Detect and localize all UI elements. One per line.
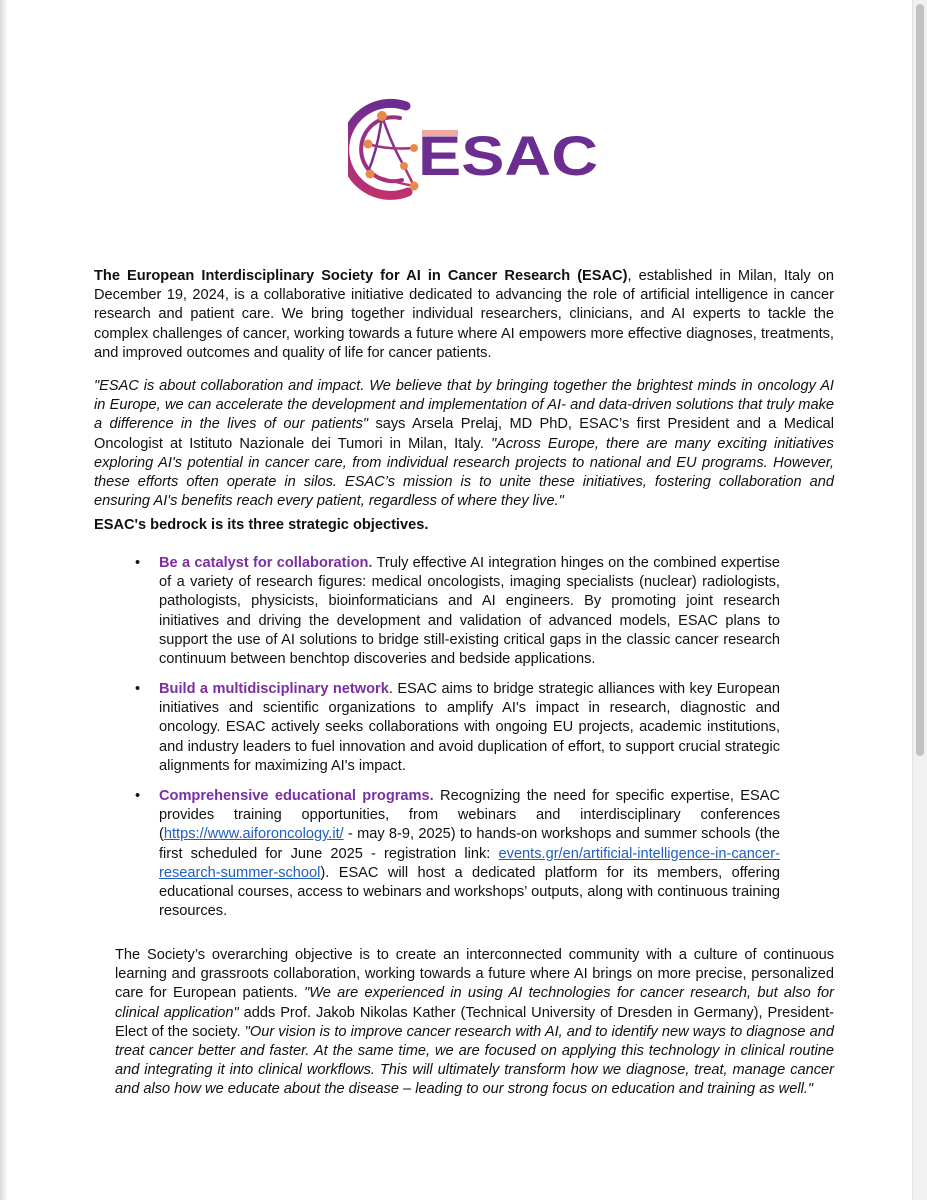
objective-network bbox=[159, 680, 780, 776]
summer-school-link[interactable]: events.gr/en/artificial-intelligence-in-cancer-research-summer-school bbox=[159, 845, 780, 881]
closing-quote-2: "Our vision is to improve cancer research with AI, and to identify new ways to diagnose and treat cancer better and faster. At the same time, we are focused on applying this technology in clinical routine and integrating it into clinical workflows. This will ultimately transform how we diagnose, treat, manage cancer and also how we educate about the disease – leading to our strong focus on education and training as well." bbox=[115, 1023, 834, 1098]
objective-body: ). ESAC will host a dedicated platform for its members, offering educational courses, access to webinars and workshops’ outputs, along with continuous training resources. bbox=[159, 864, 780, 920]
aiforoncology-link[interactable]: https://www.aiforoncology.it/ bbox=[163, 826, 344, 843]
bullet-icon: • bbox=[135, 555, 141, 571]
bullet-icon: • bbox=[135, 788, 141, 804]
objective-body: Recognizing the need for specific expertise, ESAC provides training opportunities, from webinars and interdisciplinary conferences ( bbox=[159, 788, 781, 843]
page-edge-shadow bbox=[0, 0, 8, 1200]
esac-logo bbox=[348, 96, 604, 200]
objective-title: Build a multidisciplinary network bbox=[159, 681, 389, 697]
objective-collaboration bbox=[159, 554, 780, 669]
president-quote-paragraph bbox=[94, 377, 834, 511]
intro-text: , established in Milan, Italy on December 19, 2024, is a collaborative initiative dedicated to advancing the role of artificial intelligence in cancer research and patient care. We bring together individual researchers, clinicians, and AI experts to tackle the complex challenges of cancer, working towards a future where AI empowers more effective diagnoses, treatments, and improved outcomes and quality of life for cancer patients. bbox=[94, 268, 834, 361]
objective-title: Comprehensive educational programs. bbox=[159, 788, 434, 804]
logo-text: ESAC bbox=[418, 124, 598, 187]
objectives-heading: ESAC's bedrock is its three strategic objectives. bbox=[94, 517, 429, 533]
closing-paragraph bbox=[115, 946, 834, 1100]
intro-paragraph bbox=[94, 267, 834, 363]
scrollbar-track[interactable] bbox=[912, 0, 927, 1200]
closing-text-1: The Society’s overarching objective is to create an interconnected community with a culture of continuous learning and grassroots collaboration, working towards a future where AI brings on more precise, personalized care for European patients. bbox=[115, 947, 834, 1002]
scrollbar-thumb[interactable] bbox=[916, 4, 924, 756]
objective-body: Truly effective AI integration hinges on the combined expertise of a variety of research figures: medical oncologists, imaging specialists (nuclear) radiologists, pathologists, physicists, bioinformaticians and AI engineers. By promoting joint research initiatives and driving the development and validation of advanced models, ESAC plans to support the use of AI solutions to bridge still-existing critical gaps in the classic cancer research continuum between benchtop discoveries and bedside applications. bbox=[159, 555, 780, 668]
quote-attribution: says Arsela Prelaj, MD PhD, ESAC’s first President and a Medical Oncologist at Istituto Nazionale dei Tumori in Milan, Italy. bbox=[94, 416, 834, 452]
quote-part-2: "Across Europe, there are many exciting initiatives exploring AI's potential in cancer care, from individual research projects to national and EU programs. However, these efforts often operate in silos. ESAC’s mission is to unite these initiatives, fostering collaboration and ensuring AI's benefits reach every patient, regardless of where they live." bbox=[94, 435, 834, 510]
objective-title: Be a catalyst for collaboration. bbox=[159, 555, 373, 571]
closing-quote-1: "We are experienced in using AI technologies for cancer research, but also for clinical application" bbox=[115, 985, 834, 1021]
closing-text-2: adds Prof. Jakob Nikolas Kather (Technical University of Dresden in Germany), President-Elect of the society. bbox=[115, 1004, 834, 1040]
network-emblem-icon bbox=[348, 103, 419, 195]
objective-body: . ESAC aims to bridge strategic alliances with key European initiatives and scientific organizations to amplify AI's impact in research, diagnostic and oncology. ESAC actively seeks collaborations with ongoing EU projects, academic institutions, and industry leaders to fuel innovation and avoid duplication of effort, to support crucial strategic alignments for maximizing AI's impact. bbox=[159, 681, 780, 774]
objective-education bbox=[159, 787, 780, 921]
objective-body: - may 8-9, 2025) to hands-on workshops and summer schools (the first scheduled for June 2025 - registration link: bbox=[159, 826, 780, 862]
bullet-icon: • bbox=[135, 681, 141, 697]
org-name: The European Interdisciplinary Society for AI in Cancer Research (ESAC) bbox=[94, 268, 628, 284]
quote-part-1: "ESAC is about collaboration and impact. We believe that by bringing together the brightest minds in oncology AI in Europe, we can accelerate the development and implementation of AI- and data-driven solutions that truly make a difference in the lives of our patients" bbox=[94, 378, 834, 433]
